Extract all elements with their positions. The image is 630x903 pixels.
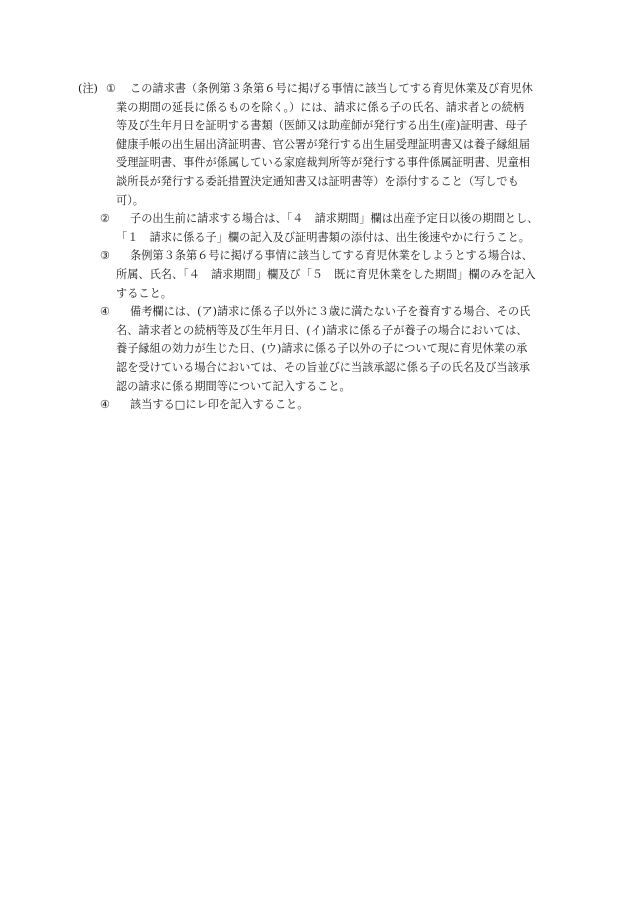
note-line: 健康手帳の出生届出済証明書、官公署が発行する出生届受理証明書又は養子縁組届 (116, 137, 530, 151)
note-5 (78, 396, 560, 415)
note-line: この請求書（条例第３条第６号に掲げる事情に該当してする育児休業及び育児休 (130, 82, 533, 95)
note-3 (78, 247, 560, 303)
note-line: 認を受けている場合においては、その旨並びに当該承認に係る子の氏名及び当該承 (116, 360, 530, 374)
note-line: 可）。 (116, 193, 144, 207)
note-2 (78, 210, 560, 247)
note-marker: ③ (100, 249, 111, 263)
note-line: 子の出生前に請求する場合は、「４ 請求期間」欄は出産予定日以後の期間とし、 (130, 212, 539, 226)
note-4 (78, 303, 560, 396)
note-line: 認の請求に係る期間等について記入すること。 (116, 379, 351, 393)
note-line: 等及び生年月日を証明する書類（医師又は助産師が発行する出生(産)証明書、母子 (116, 119, 528, 133)
note-line: 所属、氏名、「４ 請求期間」欄及び「５ 既に育児休業をした期間」欄のみを記入 (116, 267, 536, 281)
note-line: 備考欄には、(ア)請求に係る子以外に３歳に満たない子を養育する場合、その氏 (130, 305, 531, 319)
note-line: 業の期間の延長に係るものを除く。）には、請求に係る子の氏名、請求者との続柄 (116, 100, 525, 114)
note-marker: ④ (100, 305, 111, 319)
note-marker: ② (100, 212, 111, 226)
note-line: 養子縁組の効力が生じた日、(ウ)請求に係る子以外の子について現に育児休業の承 (116, 342, 528, 356)
note-line: 条例第３条第６号に掲げる事情に該当してする育児休業をしようとする場合は、 (130, 249, 533, 263)
notes-section (78, 80, 560, 415)
note-line: すること。 (116, 286, 172, 300)
note-1 (78, 80, 560, 210)
note-line: 名、請求者との続柄等及び生年月日、(イ)請求に係る子が養子の場合においては、 (116, 323, 528, 337)
note-line: 受理証明書、事件が係属している家庭裁判所等が発行する事件係属証明書、児童相 (116, 156, 530, 170)
note-line: 談所長が発行する委託措置決定通知書又は証明書等）を添付すること（写しでも (116, 174, 519, 188)
notes-prefix: (注) (78, 82, 98, 95)
note-marker: ④ (100, 398, 111, 412)
note-marker: ① (106, 82, 117, 95)
note-line: 「１ 請求に係る子」欄の記入及び証明書類の添付は、出生後速やかに行うこと。 (116, 230, 530, 244)
note-line: 該当する□にレ印を記入すること。 (130, 398, 309, 412)
